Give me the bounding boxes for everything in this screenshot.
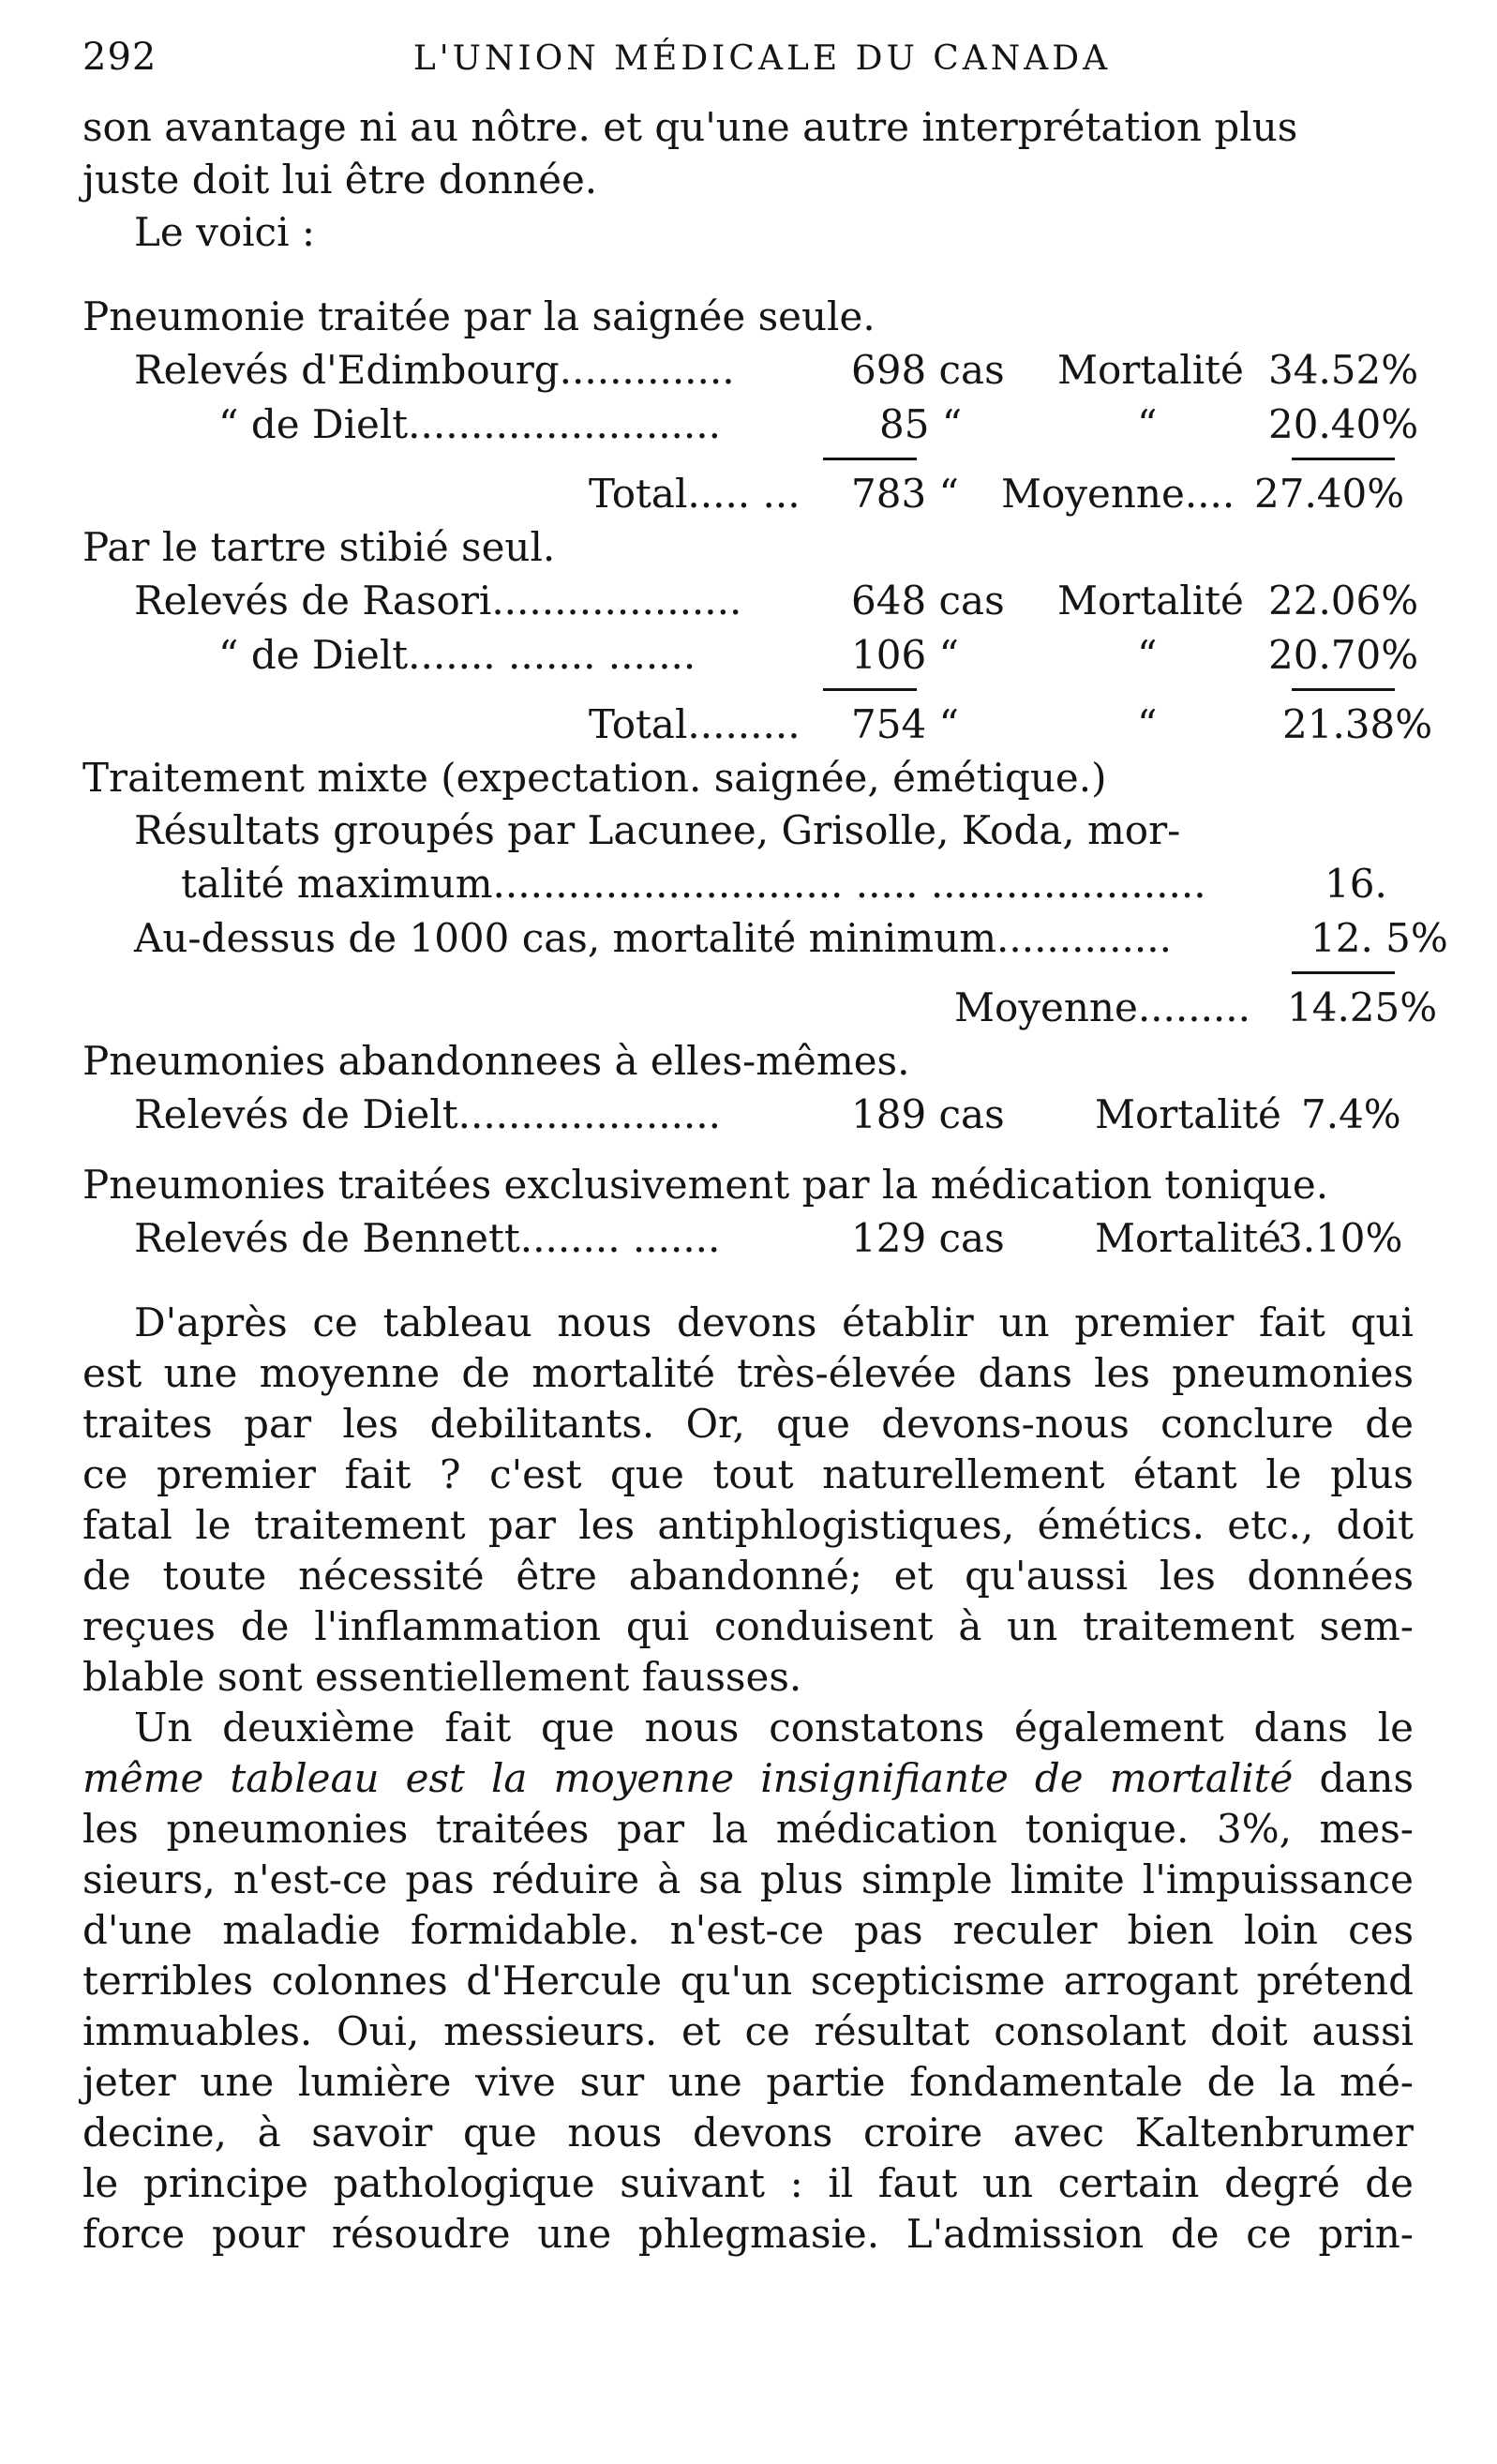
- text-line: de toute nécessité être abandonné; et qu'aussi les données: [82, 1553, 1414, 1599]
- table-row: [82, 857, 1414, 911]
- text-line: traites par les debilitants. Or, que devons-nous conclure de: [82, 1401, 1414, 1447]
- row-stat-label: Mortalité: [1057, 578, 1244, 624]
- sum-rules: [82, 452, 1414, 467]
- page-number: 292: [82, 36, 157, 79]
- table-row: [82, 1088, 1414, 1142]
- text-line: Un deuxième fait que nous constatons également dans le: [134, 1705, 1414, 1750]
- row-value: 3.10%: [1278, 1215, 1403, 1261]
- row-cases: 648 cas: [851, 578, 1005, 624]
- text-line: [82, 1753, 1414, 1804]
- row-stat-label: Mortalité: [1057, 347, 1244, 393]
- sum-rule: [1292, 688, 1395, 691]
- table-row: [82, 343, 1419, 398]
- running-title: L'UNION MÉDICALE DU CANADA: [412, 39, 1112, 78]
- sum-rules: [82, 683, 1414, 698]
- table-abandonnees: [82, 1035, 1414, 1142]
- sum-rule: [1292, 458, 1395, 460]
- row-value: 16.: [1325, 861, 1387, 907]
- total-value: 21.38%: [1282, 701, 1433, 747]
- text-line: ce premier fait ? c'est que tout naturellement étant le plus: [82, 1451, 1414, 1497]
- row-label: “ de Dielt....... ....... .......: [218, 632, 696, 678]
- section-heading: Pneumonies traitées exclusivement par la médication tonique.: [82, 1162, 1329, 1208]
- text-line: le principe pathologique suivant : il faut un certain degré de: [82, 2160, 1414, 2206]
- row-label: “ de Dielt.........................: [218, 401, 721, 447]
- total-stat-label: “: [1137, 701, 1158, 747]
- text-line: Le voici :: [134, 209, 315, 255]
- text-line: terribles colonnes d'Hercule qu'un scepticisme arrogant prétend: [82, 1958, 1414, 2004]
- row-label: talité maximum............................ ..... ......................: [181, 861, 1206, 907]
- section-heading: Par le tartre stibié seul.: [82, 524, 556, 570]
- text-line: reçues de l'inflammation qui conduisent à un traitement sem-: [82, 1603, 1414, 1649]
- total-row: [82, 467, 1414, 521]
- row-value: 12. 5%: [1310, 915, 1448, 961]
- table-row: [82, 398, 1419, 452]
- sum-rule: [823, 458, 917, 460]
- intro-text: [82, 101, 1414, 259]
- row-stat-label: “: [1137, 401, 1158, 447]
- table-row: [82, 1211, 1414, 1266]
- section-heading: Pneumonies abandonnees à elles-mêmes.: [82, 1038, 910, 1084]
- text-line: decine, à savoir que nous devons croire avec Kaltenbrumer: [82, 2110, 1414, 2156]
- text-line: blable sont essentiellement fausses.: [82, 1654, 802, 1700]
- text-line: force pour résoudre une phlegmasie. L'admission de ce prin-: [82, 2211, 1414, 2257]
- section-heading: Traitement mixte (expectation. saignée, émétique.): [82, 755, 1107, 801]
- row-value: 22.06%: [1268, 578, 1419, 624]
- text-line: juste doit lui être donnée.: [82, 157, 598, 203]
- total-label: Total.........: [589, 701, 801, 747]
- row-stat-label: Mortalité: [1095, 1215, 1281, 1261]
- text-line: immuables. Oui, messieurs. et ce résultat consolant doit aussi: [82, 2008, 1414, 2054]
- section-heading: Pneumonie traitée par la saignée seule.: [82, 293, 876, 339]
- italic-phrase: même tableau est la moyenne insignifiante de mortalité: [82, 1755, 1294, 1801]
- text-line: les pneumonies traitées par la médication tonique. 3%, mes-: [82, 1806, 1414, 1852]
- text-line: sieurs, n'est-ce pas réduire à sa plus simple limite l'impuissance: [82, 1856, 1414, 1902]
- total-row: [82, 698, 1433, 752]
- table-row: [82, 628, 1419, 683]
- table-tartre: [82, 521, 1433, 752]
- sum-rules: [82, 966, 1414, 981]
- row-label: Relevés de Bennett........ .......: [134, 1215, 721, 1261]
- table-mixte: [82, 752, 1448, 1035]
- table-saignee: [82, 291, 1419, 521]
- row-cases: 106 “: [851, 632, 959, 678]
- page-header: [82, 36, 1414, 101]
- row-cases: 189 cas: [851, 1091, 1005, 1137]
- total-cases: 754 “: [851, 701, 959, 747]
- row-value: 20.70%: [1268, 632, 1419, 678]
- text-line: est une moyenne de mortalité très-élevée dans les pneumonies: [82, 1350, 1414, 1396]
- row-cases: 129 cas: [851, 1215, 1005, 1261]
- row-value: 20.40%: [1268, 401, 1419, 447]
- table-row: [82, 574, 1419, 628]
- text-span: dans: [1293, 1755, 1414, 1801]
- total-label: Total..... ...: [589, 471, 801, 517]
- sum-rule: [1292, 971, 1395, 974]
- row-cases: 698 cas: [851, 347, 1005, 393]
- row-value: 34.52%: [1268, 347, 1419, 393]
- sum-rule: [823, 688, 917, 691]
- average-value: 14.25%: [1287, 984, 1438, 1030]
- row-stat-label: “: [1137, 632, 1158, 678]
- total-row: [82, 981, 1438, 1035]
- row-stat-label: Mortalité: [1095, 1091, 1281, 1137]
- average-label: Moyenne.........: [954, 984, 1250, 1030]
- row-label: Relevés d'Edimbourg..............: [134, 347, 735, 393]
- text-line: jeter une lumière vive sur une partie fondamentale de la mé-: [82, 2059, 1414, 2105]
- total-cases: 783 “: [851, 471, 959, 517]
- journal-page: [82, 36, 1448, 2260]
- row-label: Relevés de Dielt.....................: [134, 1091, 721, 1137]
- text-line: son avantage ni au nôtre. et qu'une autre interprétation plus: [82, 104, 1298, 150]
- row-label: Relevés de Rasori....................: [134, 578, 742, 624]
- paragraph-2: [82, 1703, 1414, 2260]
- text-line: fatal le traitement par les antiphlogistiques, émétics. etc., doit: [82, 1502, 1414, 1548]
- row-value: 7.4%: [1301, 1091, 1401, 1137]
- total-stat-label: Moyenne....: [1001, 471, 1235, 517]
- table-tonique: [82, 1159, 1414, 1266]
- row-cases: 85 “: [879, 401, 963, 447]
- table-row: [82, 911, 1448, 966]
- text-line: Résultats groupés par Lacunee, Grisolle, Koda, mor-: [134, 807, 1181, 853]
- text-line: D'après ce tableau nous devons établir un premier fait qui: [134, 1300, 1414, 1345]
- row-label: Au-dessus de 1000 cas, mortalité minimum..............: [134, 915, 1172, 961]
- total-value: 27.40%: [1254, 471, 1405, 517]
- paragraph-1: [82, 1298, 1414, 1703]
- text-line: d'une maladie formidable. n'est-ce pas reculer bien loin ces: [82, 1907, 1414, 1953]
